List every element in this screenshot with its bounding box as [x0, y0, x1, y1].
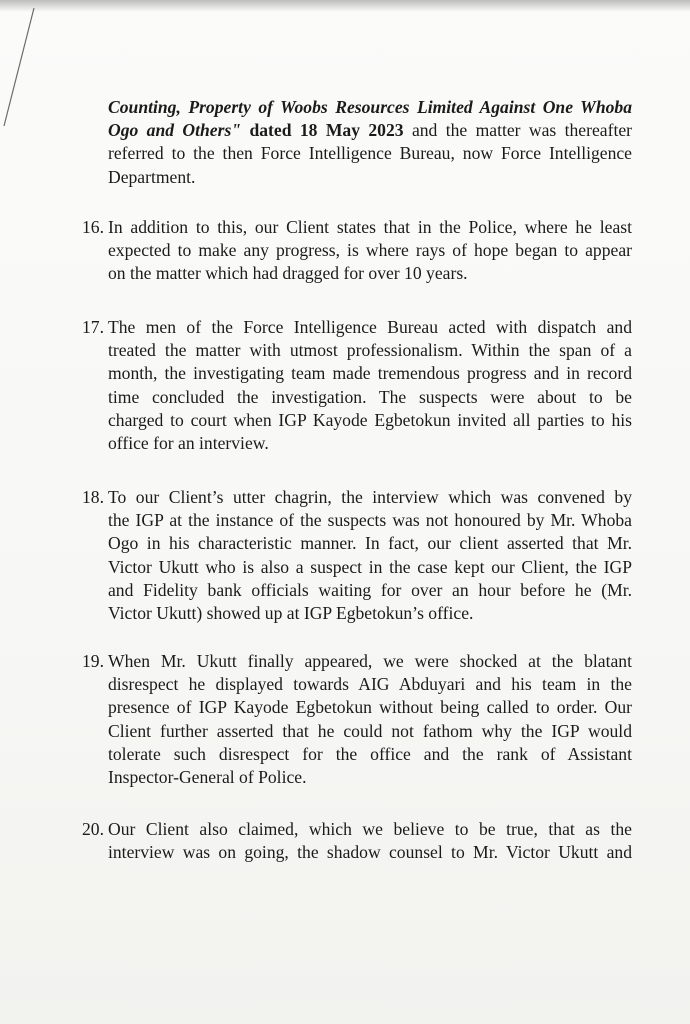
- paragraph-line: tolerate such disrespect for the office and the rank of Assistant: [108, 743, 632, 764]
- intro-text: and the matter was thereafter: [403, 120, 633, 141]
- paragraph-number-16: 16.: [82, 217, 104, 237]
- paragraph-line: Our Client also claimed, which we believe to be true, that as the: [108, 819, 632, 839]
- page-fold-mark: [0, 0, 40, 140]
- paragraph-line: month, the investigating team made tremendous progress and in record: [108, 363, 632, 384]
- paragraph-number-19: 19.: [82, 651, 104, 671]
- case-title-part-2: Ogo and Others": [108, 120, 242, 141]
- paragraph-line: Victor Ukutt) showed up at IGP Egbetokun’s office.: [108, 603, 474, 624]
- paragraph-line: Client further asserted that he could not fathom why the IGP would: [108, 720, 632, 741]
- petition-date: dated 18 May 2023: [241, 120, 404, 141]
- paragraph-line: and Fidelity bank officials waiting for over an hour before he (Mr.: [108, 579, 632, 600]
- paragraph-line: time concluded the investigation. The suspects were about to be: [108, 386, 632, 407]
- paragraph-line: office for an interview.: [108, 433, 269, 454]
- paragraph-line: charged to court when IGP Kayode Egbetokun invited all parties to his: [108, 409, 632, 430]
- paragraph-16: [108, 216, 632, 286]
- intro-line-1: [108, 96, 632, 119]
- intro-line-4: Department.: [108, 166, 196, 187]
- paragraph-line: presence of IGP Kayode Egbetokun without being called to order. Our: [108, 697, 632, 718]
- paragraph-line: When Mr. Ukutt finally appeared, we were shocked at the blatant: [108, 651, 632, 671]
- paragraph-line: interview was on going, the shadow counsel to Mr. Victor Ukutt and: [108, 842, 632, 863]
- paragraph-line: treated the matter with utmost professionalism. Within the span of a: [108, 340, 632, 361]
- paragraph-20: [108, 818, 632, 864]
- paragraph-line: To our Client’s utter chagrin, the interview which was convened by: [108, 487, 632, 507]
- paragraph-line: In addition to this, our Client states that in the Police, where he least: [108, 217, 632, 237]
- paragraph-18: [108, 486, 632, 625]
- paragraph-line: expected to make any progress, is where rays of hope began to appear: [108, 240, 632, 261]
- paragraph-17: [108, 316, 632, 455]
- scan-shadow: [0, 0, 690, 12]
- paragraph-line: Ogo in his characteristic manner. In fact, our client asserted that Mr.: [108, 533, 632, 554]
- continuation-paragraph: [108, 96, 632, 189]
- case-title-part-1: Counting, Property of Woobs Resources Limited Against One Whoba: [108, 97, 632, 117]
- paragraph-line: Victor Ukutt who is also a suspect in the case kept our Client, the IGP: [108, 556, 632, 577]
- paragraph-number-20: 20.: [82, 819, 104, 839]
- paragraph-line: the IGP at the instance of the suspects was not honoured by Mr. Whoba: [108, 510, 632, 531]
- paragraph-line: Inspector-General of Police.: [108, 767, 307, 788]
- paragraph-line: on the matter which had dragged for over 10 years.: [108, 263, 468, 284]
- paragraph-19: [108, 650, 632, 789]
- paragraph-number-17: 17.: [82, 317, 104, 337]
- paragraph-line: disrespect he displayed towards AIG Abduyari and his team in the: [108, 674, 632, 695]
- intro-line-2: [108, 119, 632, 142]
- paragraph-line: The men of the Force Intelligence Bureau acted with dispatch and: [108, 317, 632, 337]
- intro-line-3: referred to the then Force Intelligence Bureau, now Force Intelligence: [108, 143, 632, 164]
- paragraph-number-18: 18.: [82, 487, 104, 507]
